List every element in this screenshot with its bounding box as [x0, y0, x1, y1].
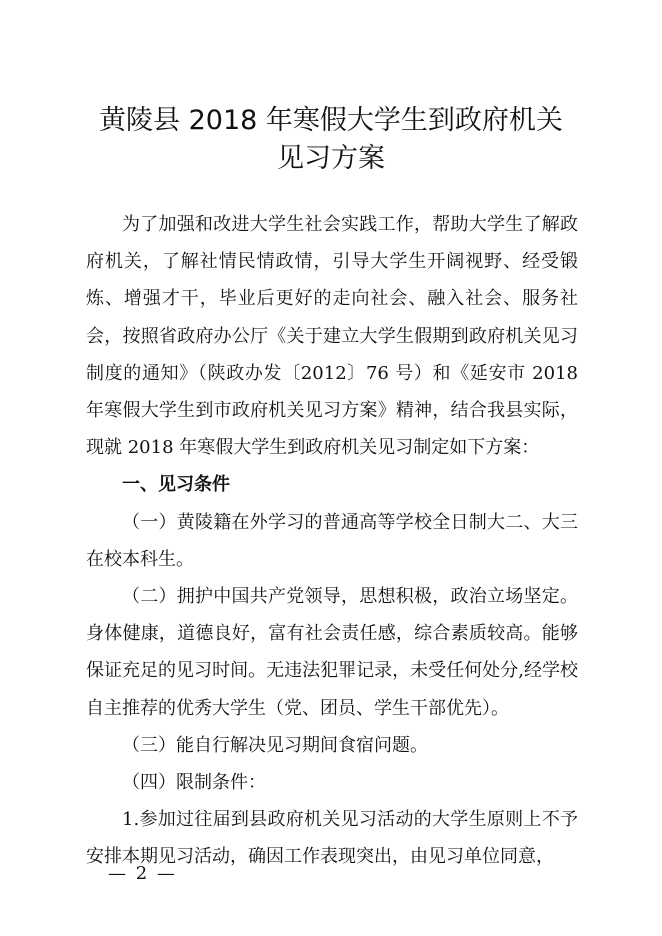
document-body: [86, 206, 578, 876]
condition-item-3: （三）能自行解决见习期间食宿问题。: [122, 734, 428, 756]
document-title-line-2: 见习方案: [277, 143, 385, 174]
document-title-line-1: 黄陵县 2018 年寒假大学生到政府机关: [99, 105, 563, 136]
condition-item-4: （四）限制条件：: [122, 772, 266, 794]
section-heading-conditions: 一、见习条件: [122, 474, 230, 496]
condition-item-1: （一）黄陵籍在外学习的普通高等学校全日制大二、大三在校本科生。: [86, 511, 578, 570]
page-number: — 2 —: [108, 863, 177, 884]
condition-item-2: （二）拥护中国共产党领导，思想积极，政治立场坚定。身体健康，道德良好，富有社会责任感，综合素质较高。能够保证充足的见习时间。无违法犯罪记录，未受任何处分,经学校自主推荐的优秀大学生（党、团员、学生干部优先）。: [86, 586, 578, 719]
restriction-item-1: 1.参加过往届到县政府机关见习活动的大学生原则上不予安排本期见习活动，确因工作表现突出，由见习单位同意，: [86, 809, 578, 868]
intro-paragraph: 为了加强和改进大学生社会实践工作，帮助大学生了解政府机关，了解社情民情政情，引导大学生开阔视野、经受锻炼、增强才干，毕业后更好的走向社会、融入社会、服务社会，按照省政府办公厅《关于建立大学生假期到政府机关见习制度的通知》（陕政办发〔2012〕76 号）和《延安市 2018 年寒假大学生到市政府机关见习方案》精神，结合我县实际，现就 2018 年寒假大学生到政府机关见习制定如下方案：: [86, 214, 578, 459]
